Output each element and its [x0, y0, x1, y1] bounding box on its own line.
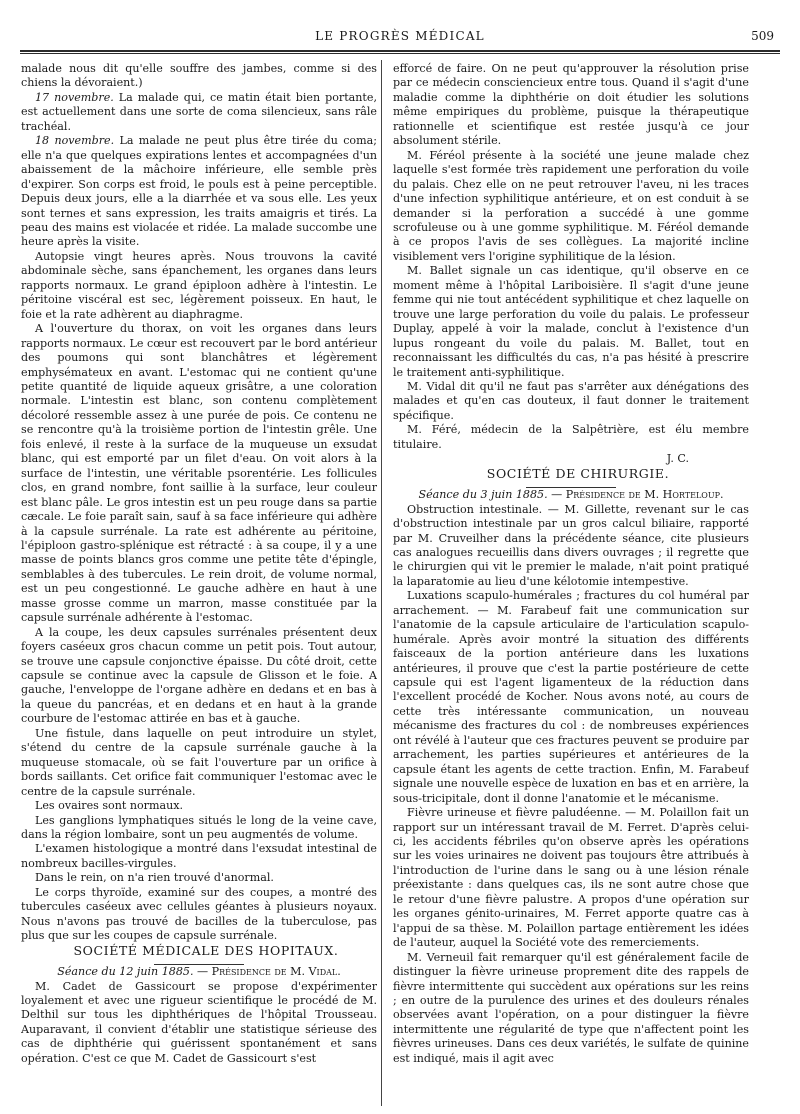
signature: J. C.: [666, 452, 689, 466]
session-line: Séance du 12 juin 1885. — Présidence de M. Vidal.: [57, 965, 341, 979]
paragraph: M. Verneuil fait remarquer qu'il est généralement facile de distinguer la fièvre urineuse proprement dite des rappels de fièvre intermittente qui succèdent aux opérations sur les reins ; en outre de la purulence des urines et des douleurs rénales observées avant l'opération, on a pour distinguer la fièvre intermittente une régularité de type que n'affectent point les fièvres urineuses. Dans ces deux variétés, le sulfate de quinine est indiqué, mais il agit avec: [393, 950, 749, 1065]
paragraph: Les ganglions lymphatiques situés le long de la veine cave, dans la région lombaire, sont un peu augmentés de volume.: [21, 813, 377, 842]
paragraph: Luxations scapulo-humérales ; fractures du col huméral par arrachement. — M. Farabeuf fait une communication sur l'anatomie de la capsule articulaire de l'articulation scapulo-humérale. Après avoir montré la situation des différents faisceaux de la portion antérieure dans les luxations antérieures, il prouve que c'est la partie postérieure de cette capsule qui est l'agent ligamenteux de la réduction dans l'excellent procédé de Kocher. Nous avons noté, au cours de cette très intéressante communication, un nouveau mécanisme des fractures du col : de nombreuses expériences ont révélé à l'auteur que ces fractures peuvent se produire par arrachement, les parties supérieures et antérieures de la capsule étant les agents de cette traction. Enfin, M. Farabeuf signale une nouvelle espèce de luxation en bas et en arrière, la sous-tricipitale, dont il donne l'anatomie et le mécanisme.: [393, 589, 749, 805]
paragraph: 17 novembre. La malade qui, ce matin était bien portante, est actuellement dans une sorte de coma silencieux, sans râle trachéal.: [21, 90, 377, 133]
session-line: Séance du 3 juin 1885. — Présidence de M. Horteloup.: [418, 488, 724, 502]
paragraph: 18 novembre. La malade ne peut plus être tirée du coma; elle n'a que quelques expirations lentes et accompagnées d'un abaissement de la mâchoire inférieure, elle semble près d'expirer. Son corps est froid, le pouls est à peine perceptible. Depuis deux jours, elle a la diarrhée et va sous elle. Les yeux sont ternes et sans expression, les traits amaigris et tirés. La peau des mains est violacée et ridée. La malade succombe une heure après la visite.: [21, 134, 377, 249]
left-column: [21, 62, 377, 1108]
paragraph: Une fistule, dans laquelle on peut introduire un stylet, s'étend du centre de la capsule surrénale gauche à la muqueuse stomacale, où se fait l'ouverture par un orifice à bords saillants. Cet orifice fait communiquer l'estomac avec le centre de la capsule surrénale.: [21, 726, 377, 798]
paragraph: M. Cadet de Gassicourt se propose d'expérimenter loyalement et avec une rigueur scientifique le procédé de M. Delthil sur tous les diphthériques de l'hôpital Trousseau. Auparavant, il convient d'établir une statistique sérieuse des cas de diphthérie qui guérissent spontanément et sans opération. C'est ce que M. Cadet de Gassicourt s'est: [21, 979, 377, 1065]
paragraph: M. Féré, médecin de la Salpêtrière, est élu membre titulaire.: [393, 423, 749, 451]
paragraph: L'examen histologique a montré dans l'exsudat intestinal de nombreux bacilles-virgules.: [21, 842, 377, 870]
journal-title: LE PROGRÈS MÉDICAL: [315, 29, 485, 43]
paragraph: Autopsie vingt heures après. Nous trouvons la cavité abdominale sèche, sans épanchement, les organes dans leurs rapports normaux. Le grand épiploon adhère à l'intestin. Le péritoine viscéral est sec, légèrement poisseux. En haut, le foie et la rate adhèrent au diaphragme.: [21, 249, 377, 321]
paragraph: Fièvre urineuse et fièvre paludéenne. — M. Polaillon fait un rapport sur un intéressant travail de M. Ferret. D'après celui-ci, les accidents fébriles qu'on observe après les opérations sur les voies urinaires ne doivent pas toujours être attribués à l'introduction de l'urine dans le sang ou à une lésion rénale préexistante : dans quelques cas, ils ne sont autre chose que le retour d'une fièvre palustre. A propos d'une opération sur les organes génito-urinaires, M. Ferret apporte quatre cas à l'appui de sa thèse. M. Polaillon partage entièrement les idées de l'auteur, auquel la Société vote des remerciements.: [393, 806, 749, 950]
paragraph: M. Vidal dit qu'il ne faut pas s'arrêter aux dénégations des malades et qu'en cas douteux, il faut donner le traitement spécifique.: [393, 379, 749, 422]
date-label: 18 novembre.: [35, 134, 115, 148]
paragraph: Le corps thyroïde, examiné sur des coupes, a montré des tubercules caséeux avec cellules géantes à plusieurs noyaux. Nous n'avons pas trouvé de bacilles de la tuberculose, pas plus que sur les coupes de capsule surrénale.: [21, 885, 377, 943]
paragraph: A la coupe, les deux capsules surrénales présentent deux foyers caséeux gros chacun comme un petit pois. Tout autour, se trouve une capsule conjonctive épaisse. Du côté droit, cette capsule se continue avec la capsule de Glisson et le foie. A gauche, l'enveloppe de l'organe adhère en dedans et en bas à la queue du pancréas, et en dedans et en haut à la grande courbure de l'estomac attirée en bas et à gauche.: [21, 625, 377, 726]
header-rule-thin: [20, 53, 780, 54]
paragraph: Les ovaires sont normaux.: [35, 799, 184, 813]
paragraph: efforcé de faire. On ne peut qu'approuver la résolution prise par ce médecin consciencieux entre tous. Quand il s'agit d'une maladie comme la diphthérie on doit étudier les solutions même empiriques du problème, puisque la thérapeutique rationnelle et scientifique est restée jusqu'à ce jour absolument stérile.: [393, 62, 749, 148]
section-heading: SOCIÉTÉ MÉDICALE DES HOPITAUX.: [21, 944, 377, 965]
paragraph: malade nous dit qu'elle souffre des jambes, comme si des chiens la dévoraient.): [21, 62, 377, 90]
running-header: [20, 26, 780, 48]
paragraph: M. Féréol présente à la société une jeune malade chez laquelle s'est formée très rapidement une perforation du voile du palais. Chez elle on ne peut retrouver l'aveu, ni les traces d'une infection syphilitique antérieure, et on est conduit à se demander si la perforation a succédé à une gomme scrofuleuse ou à une gomme syphilitique. M. Féréol demande à ce propos l'avis de ses collègues. La majorité incline visiblement vers l'origine syphilitique de la lésion.: [393, 148, 749, 263]
header-rule: [20, 50, 780, 52]
page-number: 509: [751, 29, 774, 43]
date-label: 17 novembre.: [35, 90, 114, 104]
paragraph: A l'ouverture du thorax, on voit les organes dans leurs rapports normaux. Le cœur est recouvert par le bord antérieur des poumons qui sont blanchâtres et légèrement emphysémateux en avant. L'estomac qui ne contient qu'une petite quantité de liquide aqueux grisâtre, a une coloration normale. L'intestin est blanc, son contenu complètement décoloré ressemble assez à une purée de pois. Ce contenu ne se rencontre qu'à la troisième portion de l'intestin grêle. Une fois enlevé, il reste à la surface de la muqueuse un exsudat blanc, qui est emporté par un filet d'eau. On voit alors à la surface de l'intestin, une véritable psorentérie. Les follicules clos, en grand nombre, font saillie à la surface, leur couleur est blanc pâle. Le gros intestin est un peu rouge dans sa partie cæcale. Le foie paraît sain, sauf à sa face inférieure qui adhère à la capsule surrénale. La rate est adhérente au péritoine, l'épiploon gastro-splénique est rétracté : à sa coupe, il y a une masse de points blancs gros comme une petite tête d'épingle, semblables à des tubercules. Le rein droit, de volume normal, est un peu congestionné. Le gauche adhère en haut à une masse grosse comme un marron, masse constituée par la capsule surrénale adhérente à l'estomac.: [21, 322, 377, 625]
column-separator: [381, 60, 382, 1106]
paragraph: M. Ballet signale un cas identique, qu'il observe en ce moment même à l'hôpital Lariboisière. Il s'agit d'une jeune femme qui nie tout antécédent syphilitique et chez laquelle on trouve une large perforation du voile du palais. Le professeur Duplay, appelé à voir la malade, conclut à l'existence d'un lupus rongeant du voile du palais. M. Ballet, tout en reconnaissant les difficultés du cas, n'a pas hésité à prescrire le traitement anti-syphilitique.: [393, 264, 749, 379]
section-heading: SOCIÉTÉ DE CHIRURGIE.: [393, 467, 749, 488]
paragraph: Obstruction intestinale. — M. Gillette, revenant sur le cas d'obstruction intestinale par un gros calcul biliaire, rapporté par M. Cruveilher dans la précédente séance, cite plusieurs cas analogues recueillis dans divers ouvrages ; il regrette que le chirurgien qui vit le premier le malade, n'ait point pratiqué la laparatomie au lieu d'une kélotomie intempestive.: [393, 502, 749, 588]
right-column: [393, 62, 749, 1108]
paragraph: Dans le rein, on n'a rien trouvé d'anormal.: [35, 871, 274, 885]
